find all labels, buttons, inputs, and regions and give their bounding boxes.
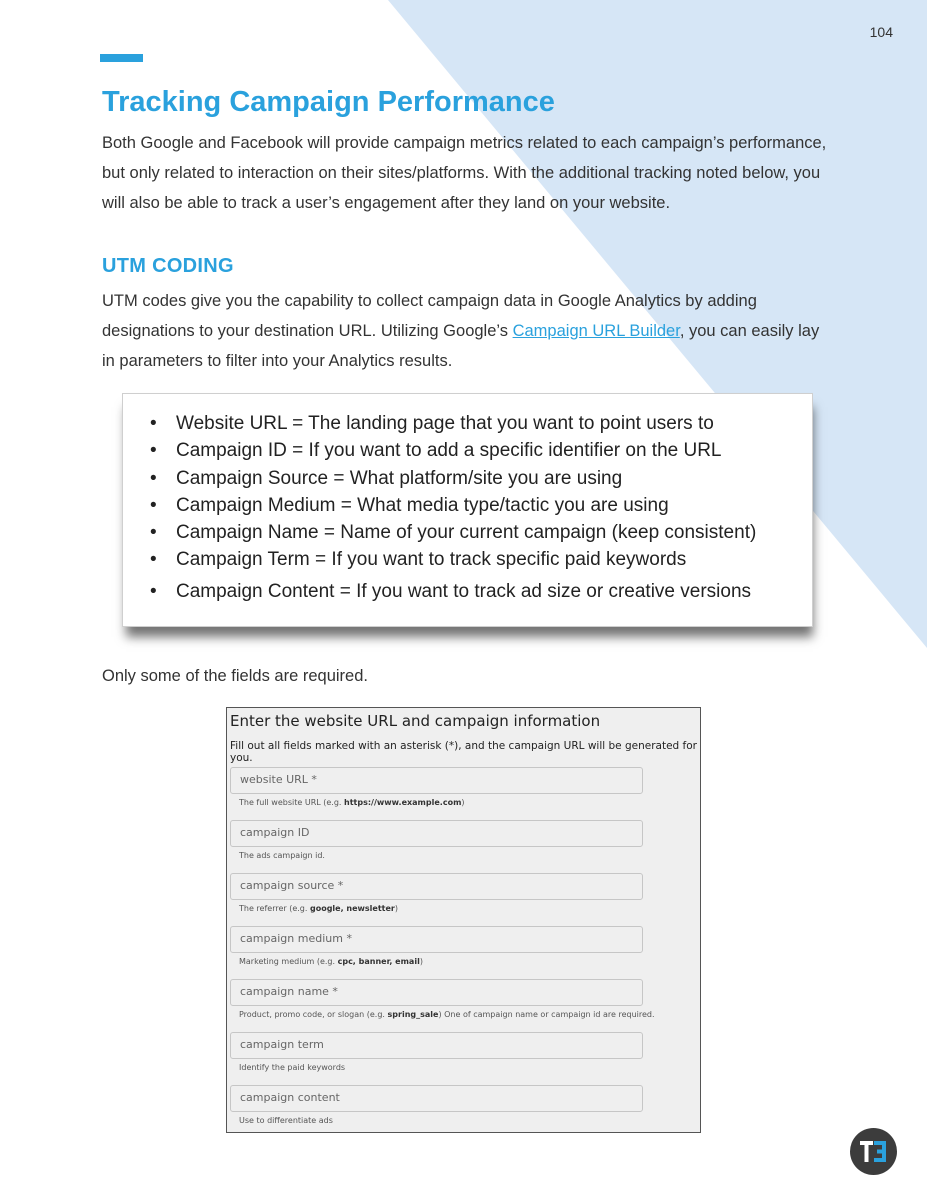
form-heading: Enter the website URL and campaign information — [230, 712, 601, 730]
field-placeholder: campaign source * — [240, 879, 344, 892]
bullet-icon: • — [150, 467, 157, 489]
form-subheading: Fill out all fields marked with an asterisk (*), and the campaign URL will be generated for you. — [230, 740, 697, 764]
bullet-icon: • — [150, 413, 157, 434]
bullet-icon: • — [150, 580, 157, 602]
campaign-medium-field[interactable] — [230, 926, 643, 953]
field-placeholder: campaign ID — [240, 826, 310, 839]
bullet-icon: • — [150, 522, 157, 544]
utm-parameters-callout — [122, 393, 813, 627]
intro-paragraph: Both Google and Facebook will provide campaign metrics related to each campaign’s performance, but only related to interaction on their sites/platforms. With the additional tracking noted below, you will also be able to track a user’s engagement after they land on your website. — [102, 134, 827, 212]
campaign-id-hint: The ads campaign id. — [239, 851, 325, 860]
list-item — [150, 578, 812, 605]
list-item — [150, 519, 812, 546]
list-item — [150, 546, 812, 573]
campaign-id-field[interactable] — [230, 820, 643, 847]
campaign-medium-hint: Marketing medium (e.g. cpc, banner, email) — [239, 957, 423, 966]
field-placeholder: campaign name * — [240, 985, 338, 998]
list-item-text: Campaign ID = If you want to add a specific identifier on the URL — [176, 440, 722, 462]
list-item — [150, 410, 812, 437]
list-item — [150, 492, 812, 519]
list-item — [150, 437, 812, 464]
campaign-name-hint: Product, promo code, or slogan (e.g. spring_sale) One of campaign name or campaign id are required. — [239, 1010, 655, 1019]
field-placeholder: campaign content — [240, 1091, 340, 1104]
utm-text-2: , you can easily lay in parameters to filter into your Analytics results. — [102, 322, 820, 370]
main-content — [102, 82, 832, 376]
campaign-url-builder-screenshot — [226, 707, 701, 1133]
campaign-content-field[interactable] — [230, 1085, 643, 1112]
field-placeholder: campaign term — [240, 1038, 324, 1051]
te-logo-icon — [850, 1128, 897, 1175]
campaign-source-hint: The referrer (e.g. google, newsletter) — [239, 904, 398, 913]
list-item-text: Website URL = The landing page that you want to point users to — [176, 413, 714, 434]
website-url-hint: The full website URL (e.g. https://www.example.com) — [239, 798, 465, 807]
list-item-text: Campaign Term = If you want to track specific paid keywords — [176, 549, 687, 571]
list-item-text: Campaign Content = If you want to track ad size or creative versions — [176, 580, 752, 602]
list-item-text: Campaign Medium = What media type/tactic you are using — [176, 494, 669, 516]
utm-paragraph — [102, 286, 832, 376]
campaign-term-hint: Identify the paid keywords — [239, 1063, 346, 1072]
bullet-icon: • — [150, 440, 157, 462]
required-fields-note: Only some of the fields are required. — [102, 667, 368, 685]
website-url-field[interactable] — [230, 767, 643, 794]
bullet-icon: • — [150, 494, 157, 516]
list-item-text: Campaign Source = What platform/site you are using — [176, 467, 623, 489]
bullet-icon: • — [150, 549, 157, 571]
utm-parameters-list — [123, 394, 812, 605]
accent-bar — [100, 54, 143, 62]
campaign-url-builder-link[interactable]: Campaign URL Builder — [512, 322, 680, 340]
page-title: Tracking Campaign Performance — [102, 86, 555, 118]
section-heading-utm: UTM CODING — [102, 255, 234, 277]
field-placeholder: website URL * — [240, 773, 317, 786]
utm-text-1: UTM codes give you the capability to collect campaign data in Google Analytics by adding designations to your destination URL. Utilizing Google’s — [102, 292, 757, 340]
te-logo-mark — [850, 1128, 897, 1175]
campaign-term-field[interactable] — [230, 1032, 643, 1059]
page-number: 104 — [869, 24, 893, 40]
campaign-name-field[interactable] — [230, 979, 643, 1006]
campaign-content-hint: Use to differentiate ads — [239, 1116, 333, 1125]
list-item — [150, 465, 812, 492]
field-placeholder: campaign medium * — [240, 932, 352, 945]
campaign-source-field[interactable] — [230, 873, 643, 900]
list-item-text: Campaign Name = Name of your current campaign (keep consistent) — [176, 522, 757, 544]
